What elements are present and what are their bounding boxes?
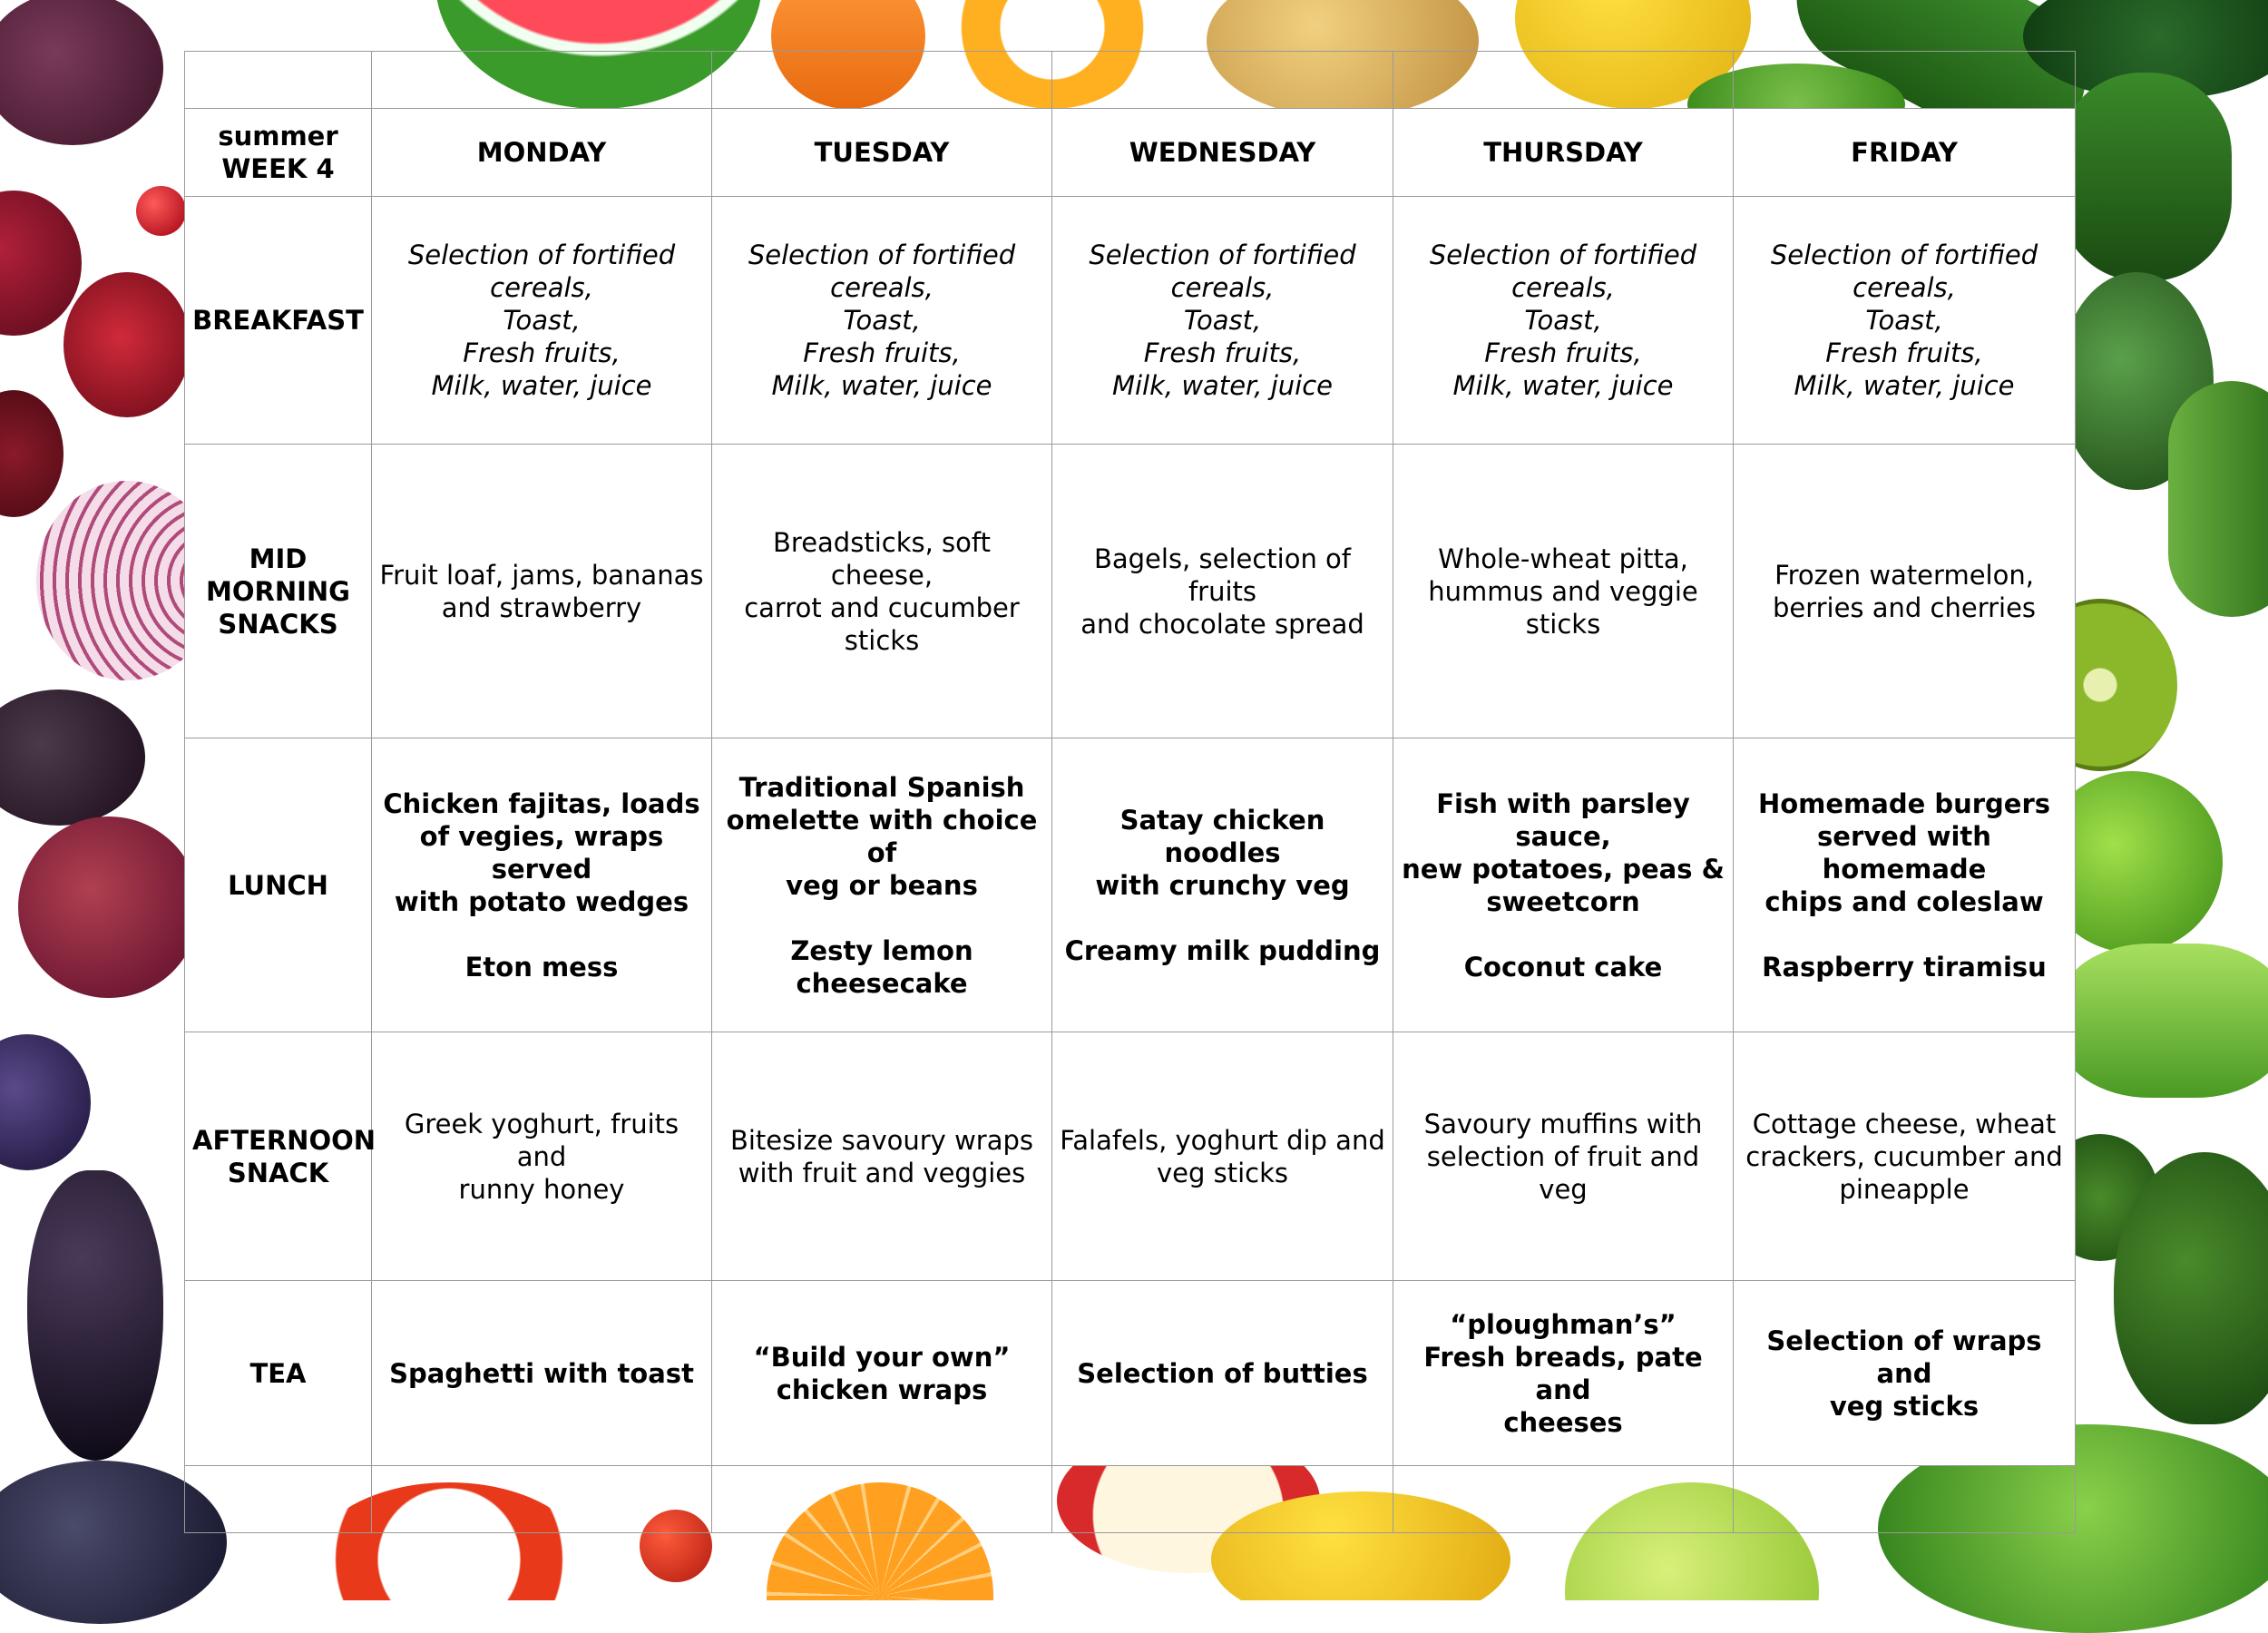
menu-item-line: “Build your own” (753, 1341, 1011, 1373)
menu-item-line: pineapple (1839, 1173, 1970, 1205)
menu-item-line: Whole-wheat pitta, (1438, 543, 1688, 574)
menu-item-line: Fresh fruits, (1825, 337, 1983, 368)
menu-item-line: with potato wedges (394, 885, 689, 917)
menu-item-line: Toast, (1183, 305, 1262, 336)
meal-row-tea (185, 1281, 2076, 1466)
meal-label-line: SNACKS (218, 608, 338, 640)
menu-item-line: Creamy milk pudding (1064, 934, 1381, 966)
menu-item-line: chips and coleslaw (1765, 885, 2044, 917)
menu-cell-tuesday (712, 445, 1052, 738)
menu-item-line: crackers, cucumber and (1745, 1140, 2063, 1172)
menu-cell-thursday (1393, 445, 1734, 738)
menu-item-line: selection of fruit and veg (1426, 1140, 1700, 1205)
meal-label (185, 1032, 376, 1281)
menu-cell-thursday (1393, 1281, 1734, 1466)
menu-item-line: carrot and cucumber sticks (744, 592, 1020, 656)
pomegranate-decoration (64, 272, 191, 417)
day-header-tuesday: TUESDAY (712, 109, 1052, 197)
meal-label-line: MORNING (206, 575, 350, 607)
menu-item-line: Toast, (843, 305, 921, 336)
menu-item-line: and strawberry (441, 592, 642, 623)
spacer-cell (712, 1466, 1052, 1533)
menu-item-line: cheesecake (796, 967, 968, 999)
season-label: summer (218, 121, 338, 152)
spacer-cell (1052, 1466, 1393, 1533)
menu-item-line: Zesty lemon (790, 934, 973, 966)
spacer-cell (712, 52, 1052, 109)
menu-item-line: Milk, water, juice (771, 370, 992, 401)
meal-row-mid-morning-snacks (185, 445, 2076, 738)
dessert-spacer (719, 902, 1044, 934)
spacer-cell (1052, 52, 1393, 109)
menu-item-line: cheeses (1503, 1406, 1623, 1438)
menu-item-line: new potatoes, peas & (1402, 853, 1725, 885)
menu-item-line: veg sticks (1156, 1157, 1288, 1188)
day-header-monday: MONDAY (372, 109, 712, 197)
menu-item-line: served with homemade (1817, 820, 1991, 885)
menu-cell-friday (1734, 445, 2076, 738)
menu-item-line: omelette with choice of (726, 804, 1038, 868)
menu-item-line: sweetcorn (1486, 885, 1640, 917)
red-onion-decoration (18, 816, 200, 998)
menu-item-line: berries and cherries (1772, 592, 2037, 623)
meal-label: BREAKFAST (185, 197, 372, 445)
menu-item-line: Fruit loaf, jams, bananas (379, 559, 704, 591)
menu-item-line: Selection of fortified (407, 240, 676, 270)
menu-item-line: veg or beans (786, 869, 978, 901)
meal-row-breakfast (185, 197, 2076, 445)
dessert-spacer (379, 918, 704, 951)
meal-label-line: AFTERNOON (192, 1124, 376, 1156)
green-pepper-decoration (2059, 944, 2268, 1098)
menu-item-line: Chicken fajitas, loads (383, 787, 700, 819)
meal-label: TEA (185, 1281, 372, 1466)
menu-item-line: Fresh breads, pate and (1423, 1341, 1703, 1405)
grapes-decoration (0, 689, 145, 826)
menu-item-line: Fresh fruits, (1143, 337, 1302, 368)
spacer-cell (372, 1466, 712, 1533)
day-header-wednesday: WEDNESDAY (1052, 109, 1393, 197)
plum-decoration (0, 1034, 91, 1170)
menu-item-line: Fresh fruits, (1484, 337, 1642, 368)
menu-item-line: Selection of fortified (1429, 240, 1697, 270)
menu-item-line: Fresh fruits, (463, 337, 621, 368)
meal-label-line: MID (249, 543, 308, 574)
menu-item-line: Bitesize savoury wraps (729, 1124, 1033, 1156)
menu-item-line: Breadsticks, soft cheese, (773, 526, 991, 591)
week-number-label: WEEK 4 (221, 153, 335, 184)
menu-item-line: cereals, (830, 272, 934, 303)
menu-item-line: veg sticks (1829, 1390, 1980, 1422)
menu-item-line: hummus and veggie sticks (1428, 575, 1698, 640)
menu-item-line: with fruit and veggies (738, 1157, 1026, 1188)
menu-cell-tuesday (712, 1281, 1052, 1466)
meal-label: LUNCH (185, 738, 372, 1032)
cranberry-decoration (136, 186, 186, 236)
menu-item-line: Milk, water, juice (1111, 370, 1334, 401)
menu-item-line: chicken wraps (776, 1374, 988, 1405)
spacer-cell (185, 1466, 372, 1533)
dessert-spacer (1060, 902, 1385, 934)
menu-cell-tuesday (712, 738, 1052, 1032)
red-leaf-decoration (0, 390, 64, 517)
menu-cell-monday (372, 1032, 712, 1281)
menu-cell-friday (1734, 1032, 2076, 1281)
spacer-cell (185, 52, 372, 109)
menu-item-line: Toast, (1865, 305, 1943, 336)
menu-item-line: Milk, water, juice (1794, 370, 2015, 401)
menu-item-line: Toast, (503, 305, 581, 336)
menu-item-line: Raspberry tiramisu (1762, 951, 2047, 983)
menu-item-line: runny honey (458, 1173, 625, 1205)
menu-item-line: Greek yoghurt, fruits and (404, 1108, 679, 1172)
menu-item-line: cereals, (490, 272, 593, 303)
menu-item-line: Frozen watermelon, (1774, 559, 2034, 591)
menu-item-line: Milk, water, juice (431, 370, 652, 401)
menu-item-line: Selection of butties (1077, 1357, 1368, 1389)
menu-item-line: Fresh fruits, (803, 337, 961, 368)
dessert-spacer (1741, 918, 2068, 951)
menu-item-line: Milk, water, juice (1452, 370, 1674, 401)
grapes-decoration (0, 0, 163, 145)
menu-item-line: Traditional Spanish (738, 771, 1025, 803)
eggplant-decoration (27, 1170, 163, 1461)
menu-cell-wednesday (1052, 738, 1393, 1032)
menu-item-line: Fish with parsley sauce, (1436, 787, 1690, 852)
menu-cell-thursday (1393, 197, 1734, 445)
day-header-friday: FRIDAY (1734, 109, 2076, 197)
menu-cell-friday (1734, 197, 2076, 445)
table-bottom-spacer-row (185, 1466, 2076, 1533)
menu-item-line: Selection of fortified (1089, 240, 1356, 270)
menu-item-line: cereals, (1853, 272, 1956, 303)
menu-item-line: Savoury muffins with (1423, 1108, 1703, 1139)
menu-item-line: with crunchy veg (1095, 869, 1350, 901)
dessert-spacer (1401, 918, 1725, 951)
menu-cell-wednesday (1052, 1281, 1393, 1466)
weekly-menu-table (184, 51, 2076, 1533)
menu-item-line: Cottage cheese, wheat (1752, 1108, 2057, 1139)
menu-item-line: Bagels, selection of fruits (1093, 543, 1352, 607)
meal-label (185, 445, 372, 738)
menu-item-line: of vegies, wraps served (419, 820, 664, 885)
menu-item-line: Falafels, yoghurt dip and (1060, 1124, 1385, 1156)
day-header-thursday: THURSDAY (1393, 109, 1734, 197)
menu-item-line: and chocolate spread (1080, 608, 1364, 640)
week-label (185, 109, 372, 197)
menu-item-line: cereals, (1511, 272, 1615, 303)
spacer-cell (1393, 1466, 1734, 1533)
menu-item-line: Toast, (1524, 305, 1602, 336)
meal-row-lunch (185, 738, 2076, 1032)
menu-cell-monday (372, 1281, 712, 1466)
menu-cell-monday (372, 197, 712, 445)
menu-cell-thursday (1393, 738, 1734, 1032)
menu-cell-wednesday (1052, 1032, 1393, 1281)
spacer-cell (1393, 52, 1734, 109)
menu-cell-tuesday (712, 1032, 1052, 1281)
menu-item-line: Eton mess (464, 951, 619, 983)
menu-item-line: Homemade burgers (1757, 787, 2051, 819)
menu-item-line: Selection of fortified (748, 240, 1016, 270)
spacer-cell (372, 52, 712, 109)
menu-item-line: Selection of wraps and (1766, 1325, 2042, 1389)
meal-label-line: SNACK (227, 1157, 329, 1188)
zucchini-decoration (2168, 381, 2268, 617)
menu-cell-thursday (1393, 1032, 1734, 1281)
menu-cell-friday (1734, 1281, 2076, 1466)
table-top-spacer-row (185, 52, 2076, 109)
menu-item-line: cereals, (1170, 272, 1275, 303)
menu-cell-wednesday (1052, 445, 1393, 738)
meal-row-afternoon-snack (185, 1032, 2076, 1281)
menu-cell-tuesday (712, 197, 1052, 445)
menu-cell-monday (372, 738, 712, 1032)
menu-item-line: “ploughman’s” (1450, 1308, 1677, 1340)
menu-item-line: Selection of fortified (1770, 240, 2038, 270)
menu-item-line: Spaghetti with toast (389, 1357, 694, 1389)
menu-item-line: Coconut cake (1463, 951, 1663, 983)
cucumber-decoration (2059, 73, 2232, 281)
menu-cell-monday (372, 445, 712, 738)
header-row (185, 109, 2076, 197)
menu-cell-wednesday (1052, 197, 1393, 445)
menu-item-line: Satay chicken noodles (1119, 804, 1325, 868)
spacer-cell (1734, 52, 2076, 109)
menu-cell-friday (1734, 738, 2076, 1032)
spacer-cell (1734, 1466, 2076, 1533)
